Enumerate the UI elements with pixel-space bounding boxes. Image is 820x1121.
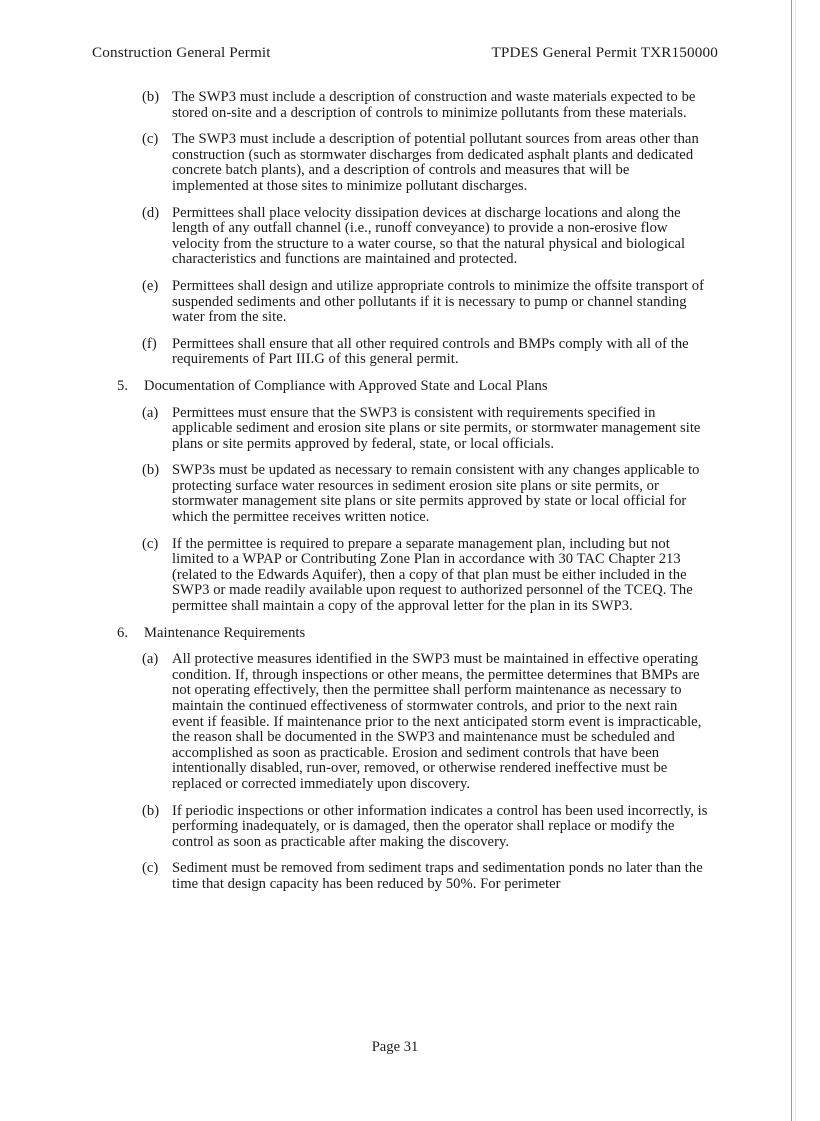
lettered-list-item <box>142 804 790 851</box>
list-item-text: All protective measures identified in the SWP3 must be maintained in effective operating condition. If, through inspections or other means, the permittee determines that BMPs are not operating effectively, then the permittee shall perform maintenance as necessary to maintain the continued effectiveness of stormwater controls, and prior to the next rain event if feasible. If maintenance prior to the next anticipated storm event is impracticable, the reason shall be documented in the SWP3 and maintenance must be scheduled and accomplished as soon as practicable. Erosion and sediment controls that have been intentionally disabled, run-over, removed, or otherwise rendered ineffective must be replaced or corrected immediately upon discovery. <box>172 651 702 792</box>
list-item-text: Permittees shall ensure that all other required controls and BMPs comply with all of the requirements of Part III.G of this general permit. <box>172 335 689 368</box>
lettered-list-item <box>142 132 790 194</box>
list-item-text: SWP3s must be updated as necessary to remain consistent with any changes applicable to protecting surface water resources in sediment erosion site plans or site permits, or stormwater management site plans or site permits approved by state or local official for which the permittee receives written notice. <box>172 462 700 526</box>
list-item-marker: (a) <box>142 404 159 421</box>
list-item-marker: (f) <box>142 335 157 352</box>
list-item-marker: (e) <box>142 277 159 294</box>
lettered-list-item <box>142 537 790 615</box>
list-item-marker: 6. <box>117 624 129 641</box>
list-item-marker: (b) <box>142 462 160 479</box>
list-item-text: Permittees must ensure that the SWP3 is consistent with requirements specified in applicable sediment and erosion site plans or site permits, or stormwater management site plans or site permits approved by federal, state, or local officials. <box>172 404 701 452</box>
list-item-text: Sediment must be removed from sediment traps and sedimentation ponds no later than the time that design capacity has been reduced by 50%. For perimeter <box>172 860 703 892</box>
list-item-marker: (c) <box>142 860 159 877</box>
list-item-text: Permittees shall design and utilize appropriate controls to minimize the offsite transport of suspended sediments and other pollutants if it is necessary to pump or channel standing water from the site. <box>172 277 705 326</box>
list-item-text: Documentation of Compliance with Approved State and Local Plans <box>144 377 548 394</box>
document-body <box>0 90 790 893</box>
numbered-list-item <box>117 379 790 395</box>
list-item-text: The SWP3 must include a description of potential pollutant sources from areas other than construction (such as stormwater discharges from dedicated asphalt plants and dedicated concrete batch plants), and a description of controls and measures that will be implemented at those sites to minimize pollutant discharges. <box>172 131 699 194</box>
list-item-marker: 5. <box>117 377 129 394</box>
page-edge-shadow <box>795 0 796 1121</box>
running-header <box>92 44 718 62</box>
page-footer <box>0 1039 790 1056</box>
list-item-marker: (c) <box>142 535 159 552</box>
lettered-list-item <box>142 463 790 525</box>
list-item-marker: (d) <box>142 204 160 221</box>
numbered-list-item <box>117 626 790 642</box>
list-item-text: If the permittee is required to prepare a separate management plan, including but not limited to a WPAP or Contributing Zone Plan in accordance with 30 TAC Chapter 213 (related to the Edwards Aquifer), then a copy of that plan must be either included in the SWP3 or made readily available upon request to authorized personnel of the TCEQ. The permittee shall maintain a copy of the approval letter for the plan in its SWP3. <box>172 535 693 615</box>
lettered-list-item <box>142 861 790 892</box>
lettered-list-item <box>142 652 790 792</box>
list-item-marker: (b) <box>142 802 160 819</box>
list-item-marker: (c) <box>142 131 159 148</box>
list-item-text: Permittees shall place velocity dissipation devices at discharge locations and along the length of any outfall channel (i.e., runoff conveyance) to provide a non-erosive flow velocity from the structure to a water course, so that the natural physical and biological characteristics and functions are maintained and protected. <box>172 204 686 268</box>
header-document-title: Construction General Permit <box>92 44 271 61</box>
list-item-marker: (a) <box>142 651 159 668</box>
page-edge-line <box>791 0 792 1121</box>
list-item-text: The SWP3 must include a description of construction and waste materials expected to be stored on-site and a description of controls to minimize pollutants from these materials. <box>172 89 696 121</box>
lettered-list-item <box>142 206 790 268</box>
list-item-text: Maintenance Requirements <box>144 624 306 641</box>
list-item-marker: (b) <box>142 89 160 105</box>
header-permit-number: TPDES General Permit TXR150000 <box>491 44 718 61</box>
lettered-list-item <box>142 337 790 368</box>
lettered-list-item <box>142 279 790 326</box>
lettered-list-item <box>142 406 790 453</box>
list-item-text: If periodic inspections or other information indicates a control has been used incorrectly, is performing inadequately, or is damaged, then the operator shall replace or modify the control as soon as practicable after making the discovery. <box>172 802 708 850</box>
page-number: Page 31 <box>371 1039 419 1055</box>
lettered-list-item <box>142 90 790 121</box>
